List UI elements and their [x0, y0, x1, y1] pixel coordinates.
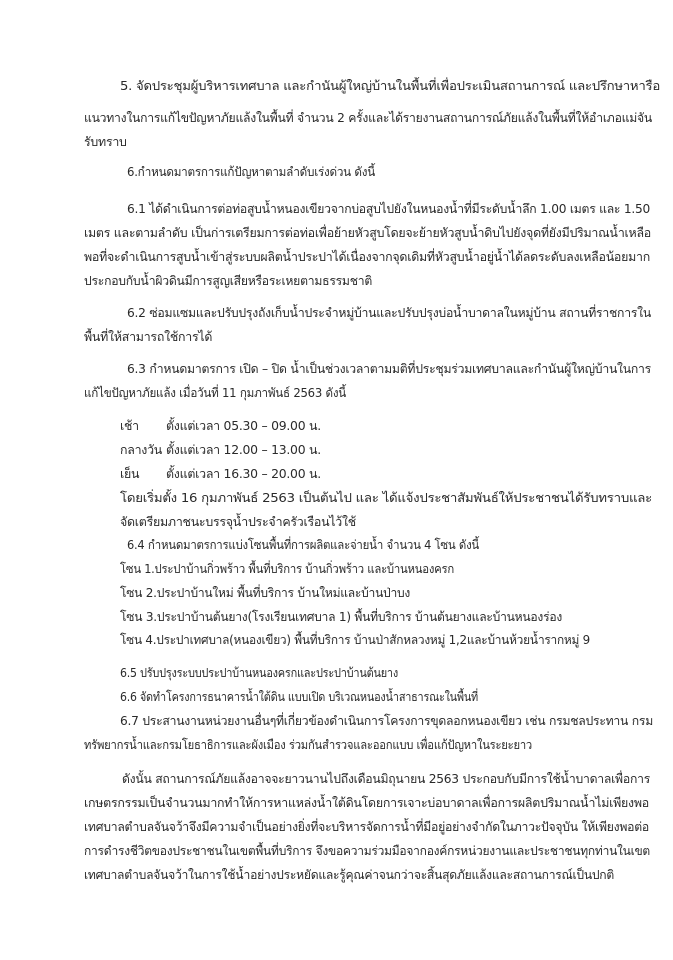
- zone-item-3: โซน 3.ประปาบ้านต้นยาง(โรงเรียนเทศบาล 1) พื้นที่บริการ บ้านต้นยางและบ้านหนองร่อง: [120, 609, 562, 624]
- zone-item-4: โซน 4.ประปาเทศบาล(หนองเขียว) พื้นที่บริการ บ้านป่าสักหลวงหมู่ 1,2และบ้านห้วยน้ำรากหมู่ 9: [120, 632, 590, 647]
- item-6-7-line-1: 6.7 ประสานงานหน่วยงานอื่นๆที่เกี่ยวข้องดำเนินการโครงการขุดลอกหนองเขียว เช่น กรมชลประทาน กรม: [120, 713, 653, 728]
- item-6-3-after-line-1: โดยเริ่มตั้ง 16 กุมภาพันธ์ 2563 เป็นต้นไป และ ได้แจ้งประชาสัมพันธ์ให้ประชาชนได้รับทราบและ: [120, 490, 652, 505]
- item-6-1-line-1: 6.1 ได้ดำเนินการต่อท่อสูบน้ำหนองเขียวจากบ่อสูบไปยังในหนองน้ำที่มีระดับน้ำลึก 1.00 เมตร และ 1.50: [127, 201, 650, 216]
- schedule-time: ตั้งแต่เวลา 05.30 – 09.00 น.: [166, 418, 321, 433]
- schedule-time: ตั้งแต่เวลา 16.30 – 20.00 น.: [166, 466, 321, 481]
- item-6-2-line-1: 6.2 ซ่อมแซมและปรับปรุงถังเก็บน้ำประจำหมู่บ้านและปรับปรุงบ่อน้ำบาดาลในหมู่บ้าน สถานที่ราชการใน: [127, 305, 651, 320]
- schedule-label: เช้า: [120, 418, 139, 433]
- conclusion-line-3: เทศบาลตำบลจันจว้าจึงมีความจำเป็นอย่างยิ่งที่จะบริหารจัดการน้ำที่มีอยู่อย่างจำกัดในภาวะปัจจุบัน ให้เพียงพอต่อ: [84, 819, 649, 834]
- schedule-row-morning: [120, 418, 321, 434]
- item-6-4-heading: 6.4 กำหนดมาตรการแบ่งโซนพื้นที่การผลิตและจ่ายน้ำ จำนวน 4 โซน ดังนี้: [127, 537, 479, 552]
- schedule-label: กลางวัน: [120, 442, 163, 457]
- item-6-1-line-4: ประกอบกับน้ำผิวดินมีการสูญเสียหรือระเหยตามธรรมชาติ: [84, 273, 372, 288]
- schedule-label: เย็น: [120, 466, 140, 481]
- conclusion-line-2: เกษตรกรรมเป็นจำนวนมากทำให้การหาแหล่งน้ำใต้ดินโดยการเจาะบ่อบาดาลเพื่อการผลิตปริมาณน้ำไม่เพียงพอ: [84, 795, 649, 810]
- item-6-1-line-2: เมตร และตามลำดับ เป็นก่ารเตรียมการต่อท่อเพื่อย้ายหัวสูบโดยจะย้ายหัวสูบน้ำดิบไปยังจุดที่ยังมีปริมาณน้ำเหลือ: [84, 225, 651, 240]
- item-6-3-after-line-2: จัดเตรียมภาชนะบรรจุน้ำประจำครัวเรือนไว้ใช้: [120, 514, 356, 529]
- item-6-2-line-2: พื้นที่ให้สามารถใช้การได้: [84, 329, 213, 344]
- item-6-3-line-2: แก้ไขปัญหาภัยแล้ง เมื่อวันที่ 11 กุมภาพันธ์ 2563 ดังนี้: [84, 385, 346, 400]
- item-6-6: 6.6 จัดทำโครงการธนาคารน้ำใต้ดิน แบบเปิด บริเวณหนองน้ำสาธารณะในพื้นที่: [120, 689, 478, 704]
- schedule-row-evening: [120, 466, 321, 482]
- schedule-row-noon: [120, 442, 321, 458]
- schedule-time: ตั้งแต่เวลา 12.00 – 13.00 น.: [166, 442, 321, 457]
- item-6-1-line-3: พอที่จะดำเนินการสูบน้ำเข้าสู่ระบบผลิตน้ำประปาได้เนื่องจากจุดเดิมที่หัวสูบน้ำอยู่น้ำได้ลดระดับลงเหลือน้อยมาก: [84, 249, 650, 264]
- item-6-7-line-2: ทรัพยากรน้ำและกรมโยธาธิการและผังเมือง ร่วมกันสำรวจและออกแบบ เพื่อแก้ปัญหาในระยะยาว: [84, 737, 532, 752]
- conclusion-line-1: ดังนั้น สถานการณ์ภัยแล้งอาจจะยาวนานไปถึงเดือนมิถุนายน 2563 ประกอบกับมีการใช้น้ำบาดาลเพื่อการ: [122, 771, 650, 786]
- item-5-line-2: แนวทางในการแก้ไขปัญหาภัยแล้งในพื้นที่ จำนวน 2 ครั้งและได้รายงานสถานการณ์ภัยแล้งในพื้นที่ให้อำเภอแม่จัน: [84, 110, 652, 125]
- item-6-heading: 6.กำหนดมาตรการแก้ปัญหาตามลำดับเร่งด่วน ดังนี้: [127, 164, 375, 179]
- item-6-5: 6.5 ปรับปรุงระบบประปาบ้านหนองครกและประปาบ้านต้นยาง: [120, 665, 398, 680]
- item-5-line-3: รับทราบ: [84, 134, 127, 149]
- item-5-line-1: 5. จัดประชุมผู้บริหารเทศบาล และกำนันผู้ใหญ่บ้านในพื้นที่เพื่อประเมินสถานการณ์ และปรึกษาหารือ: [120, 78, 661, 93]
- conclusion-line-5: เทศบาลตำบลจันจว้าในการใช้น้ำอย่างประหยัดและรู้คุณค่าจนกว่าจะสิ้นสุดภัยแล้งและสถานการณ์เป็นปกติ: [84, 867, 614, 882]
- zone-item-1: โซน 1.ประปาบ้านกิ่วพร้าว พื้นที่บริการ บ้านกิ่วพร้าว และบ้านหนองครก: [120, 561, 454, 576]
- conclusion-line-4: การดำรงชีวิตของประชาชนในเขตพื้นที่บริการ จึงขอความร่วมมือจากองค์กรหน่วยงานและประชาชนทุกท่านในเขต: [84, 843, 650, 858]
- zone-item-2: โซน 2.ประปาบ้านใหม่ พื้นที่บริการ บ้านใหม่และบ้านป่าบง: [120, 585, 410, 600]
- item-6-3-line-1: 6.3 กำหนดมาตรการ เปิด – ปิด น้ำเป็นช่วงเวลาตามมติที่ประชุมร่วมเทศบาลและกำนันผู้ใหญ่บ้านในการ: [127, 361, 651, 376]
